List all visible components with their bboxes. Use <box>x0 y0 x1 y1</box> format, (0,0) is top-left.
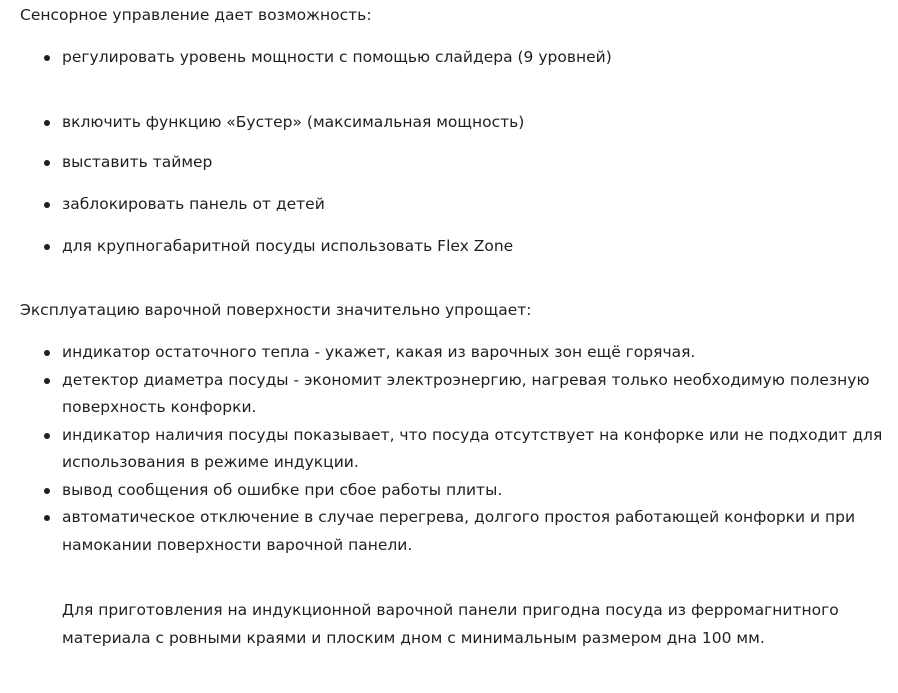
bullet-icon <box>44 202 50 208</box>
cookware-note: Для приготовления на индукционной варочной панели пригодна посуда из ферромагнитного материала с ровными краями и плоским дном с минимальным размером дна 100 мм. <box>62 601 839 647</box>
list-item <box>62 477 894 505</box>
list-item-text: выставить таймер <box>62 153 213 171</box>
list-item <box>62 152 212 172</box>
section1-intro: Сенсорное управление дает возможность: <box>20 6 372 24</box>
bullet-icon <box>44 244 50 250</box>
list-item <box>62 422 894 477</box>
list-item-text: включить функцию «Бустер» (максимальная мощность) <box>62 113 525 131</box>
bullet-icon <box>44 515 50 521</box>
bullet-icon <box>44 55 50 61</box>
list-item <box>62 47 612 67</box>
list-item-text: индикатор наличия посуды показывает, что посуда отсутствует на конфорке или не подходит для использования в режиме индукции. <box>62 425 883 471</box>
list-item <box>62 194 325 214</box>
list-item <box>62 339 894 367</box>
section2-intro: Эксплуатацию варочной поверхности значительно упрощает: <box>20 301 532 319</box>
list-item-text: заблокировать панель от детей <box>62 195 325 213</box>
bullet-icon <box>44 433 50 439</box>
bullet-icon <box>44 378 50 384</box>
list-item-text: вывод сообщения об ошибке при сбое работы плиты. <box>62 480 503 499</box>
list-item <box>62 504 894 559</box>
operation-features-list <box>62 339 894 559</box>
list-item <box>62 112 524 132</box>
bullet-icon <box>44 160 50 166</box>
list-item-text: детектор диаметра посуды - экономит электроэнергию, нагревая только необходимую полезную поверхность конфорки. <box>62 370 870 416</box>
list-item <box>62 236 513 256</box>
bullet-icon <box>44 350 50 356</box>
bullet-icon <box>44 488 50 494</box>
list-item-text: для крупногабаритной посуды использовать Flex Zone <box>62 237 514 255</box>
list-item-text: регулировать уровень мощности с помощью слайдера (9 уровней) <box>62 48 612 66</box>
list-item <box>62 367 894 422</box>
bullet-icon <box>44 120 50 126</box>
list-item-text: автоматическое отключение в случае перегрева, долгого простоя работающей конфорки и при намокании поверхности варочной панели. <box>62 508 856 554</box>
list-item-text: индикатор остаточного тепла - укажет, какая из варочных зон ещё горячая. <box>62 343 696 361</box>
